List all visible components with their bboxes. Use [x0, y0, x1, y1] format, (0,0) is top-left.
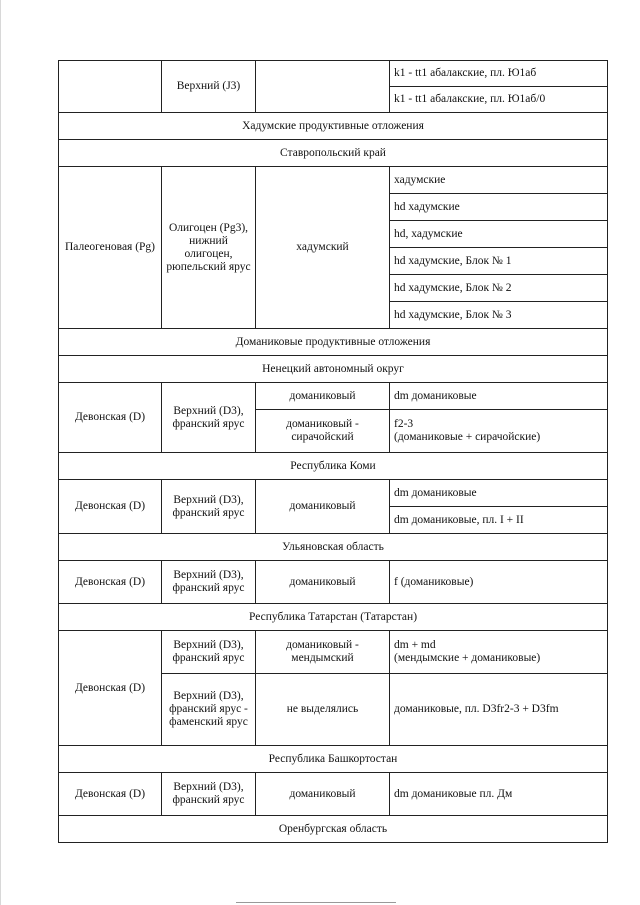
table-row: [59, 631, 608, 674]
region-heading: Республика Башкортостан: [59, 746, 608, 773]
system-cell: Девонская (D): [59, 773, 162, 816]
layer-cell: dm доманиковые пл. Дм: [390, 773, 608, 816]
region-row: [59, 534, 608, 561]
suite-cell: хадумский: [256, 167, 390, 329]
suite-cell: доманиковый: [256, 773, 390, 816]
suite-cell: не выделялись: [256, 674, 390, 746]
system-cell: Девонская (D): [59, 561, 162, 604]
suite-cell: доманиковый - мендымский: [256, 631, 390, 674]
layer-cell: hd хадумские: [390, 194, 608, 221]
scan-artifact-line: [236, 902, 396, 903]
series-cell: Верхний (D3), франский ярус: [162, 383, 256, 453]
region-row: [59, 356, 608, 383]
layer-line: (доманиковые + сирачойские): [394, 431, 541, 443]
section-heading: Доманиковые продуктивные отложения: [59, 329, 608, 356]
series-cell: Верхний (D3), франский ярус - фаменский ярус: [162, 674, 256, 746]
scan-edge-line: [0, 0, 1, 905]
system-cell: Девонская (D): [59, 480, 162, 534]
layer-cell: хадумские: [390, 167, 608, 194]
suite-cell: [256, 61, 390, 113]
system-cell: Палеогеновая (Pg): [59, 167, 162, 329]
layer-cell: dm доманиковые, пл. I + II: [390, 507, 608, 534]
series-cell: Верхний (D3), франский ярус: [162, 631, 256, 674]
layer-cell: dm доманиковые: [390, 383, 608, 410]
layer-cell: hd хадумские, Блок № 1: [390, 248, 608, 275]
suite-cell: доманиковый: [256, 480, 390, 534]
table-row: [59, 773, 608, 816]
region-heading: Ульяновская область: [59, 534, 608, 561]
layer-cell: f (доманиковые): [390, 561, 608, 604]
stratigraphy-table: [58, 60, 608, 843]
layer-cell: [390, 410, 608, 453]
section-heading: Хадумские продуктивные отложения: [59, 113, 608, 140]
section-heading-row: [59, 113, 608, 140]
layer-cell: доманиковые, пл. D3fr2-3 + D3fm: [390, 674, 608, 746]
table-row: [59, 480, 608, 507]
table-row: [59, 561, 608, 604]
layer-cell: k1 - tt1 абалакские, пл. Ю1аб: [390, 61, 608, 87]
layer-cell: hd хадумские, Блок № 3: [390, 302, 608, 329]
region-heading: Ненецкий автономный округ: [59, 356, 608, 383]
suite-cell: доманиковый: [256, 383, 390, 410]
table-row: [59, 383, 608, 410]
layer-cell: [390, 631, 608, 674]
layer-cell: hd, хадумские: [390, 221, 608, 248]
series-cell: Верхний (J3): [162, 61, 256, 113]
table-row: [59, 61, 608, 87]
layer-cell: k1 - tt1 абалакские, пл. Ю1аб/0: [390, 87, 608, 113]
system-cell: Девонская (D): [59, 631, 162, 746]
table-row: [59, 167, 608, 194]
layer-cell: hd хадумские, Блок № 2: [390, 275, 608, 302]
region-row: [59, 604, 608, 631]
series-cell: Верхний (D3), франский ярус: [162, 480, 256, 534]
region-heading: Республика Коми: [59, 453, 608, 480]
series-cell: Олигоцен (Pg3), нижний олигоцен, рюпельский ярус: [162, 167, 256, 329]
region-row: [59, 140, 608, 167]
layer-line: dm + md: [394, 639, 436, 651]
system-cell: Девонская (D): [59, 383, 162, 453]
system-cell: [59, 61, 162, 113]
layer-line: (мендымские + доманиковые): [394, 652, 541, 664]
region-heading: Оренбургская область: [59, 816, 608, 843]
region-heading: Республика Татарстан (Татарстан): [59, 604, 608, 631]
region-row: [59, 453, 608, 480]
series-cell: Верхний (D3), франский ярус: [162, 773, 256, 816]
suite-cell: доманиковый: [256, 561, 390, 604]
region-row: [59, 746, 608, 773]
region-heading: Ставропольский край: [59, 140, 608, 167]
region-row: [59, 816, 608, 843]
layer-line: f2-3: [394, 418, 414, 430]
layer-cell: dm доманиковые: [390, 480, 608, 507]
suite-cell: доманиковый - сирачойский: [256, 410, 390, 453]
series-cell: Верхний (D3), франский ярус: [162, 561, 256, 604]
section-heading-row: [59, 329, 608, 356]
